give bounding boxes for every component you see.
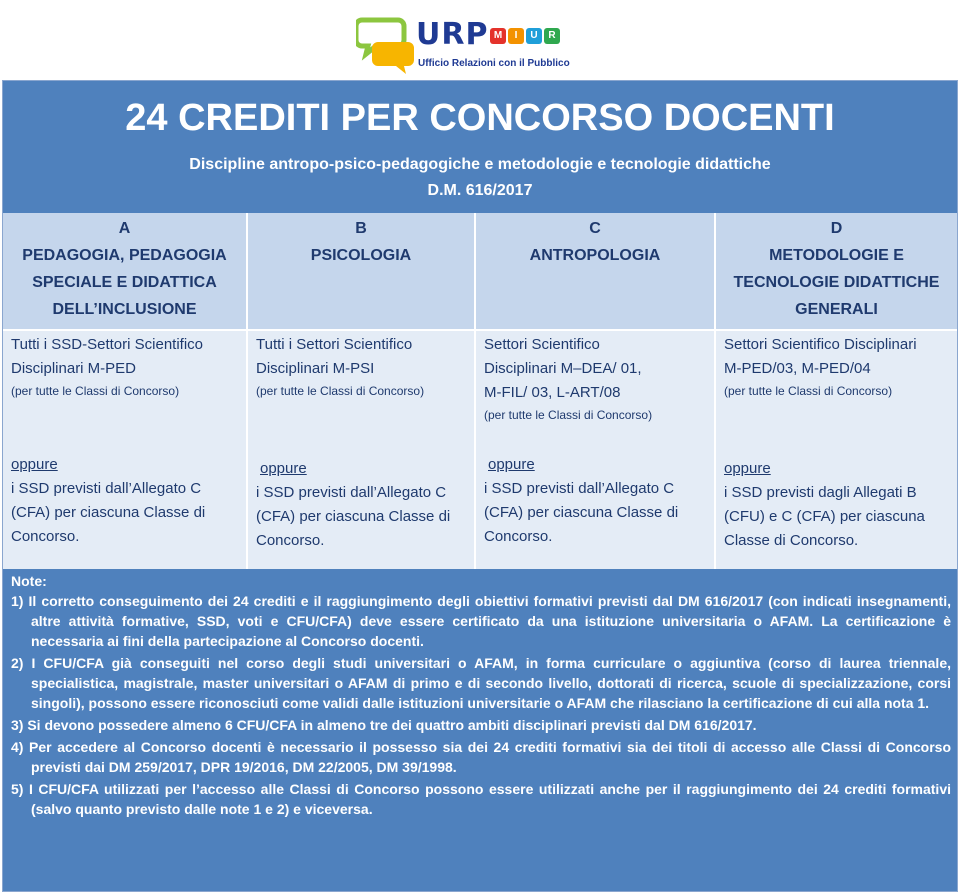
alt-line: (CFA) per ciascuna Classe di xyxy=(256,508,451,525)
sectors-line: M-PED/03, M-PED/04 xyxy=(724,360,871,377)
sectors-line: Disciplinari M–DEA/ 01, xyxy=(484,360,642,377)
column-heading-line: ANTROPOLOGIA xyxy=(529,247,661,264)
column-a xyxy=(3,213,248,569)
column-heading-line: TECNOLOGIE DIDATTICHE xyxy=(733,274,940,291)
sectors-line: Tutti i SSD-Settori Scientifico xyxy=(11,336,204,353)
alt-line: Concorso. xyxy=(484,528,553,545)
classes-note: (per tutte le Classi di Concorso) xyxy=(256,384,425,398)
alt-line: (CFA) per ciascuna Classe di xyxy=(11,504,206,521)
column-heading-line: SPECIALE E DIDATTICA xyxy=(32,274,217,291)
logo-letter-i: I xyxy=(508,28,524,44)
decree-reference: D.M. 616/2017 xyxy=(427,182,533,199)
note-item: 3) Si devono possedere almeno 6 CFU/CFA in almeno tre dei quattro ambiti disciplinari previsti dal DM 616/2017. xyxy=(11,717,757,733)
alternative-block xyxy=(724,457,951,553)
column-letter: C xyxy=(589,220,601,237)
alt-line: Classe di Concorso. xyxy=(724,532,859,549)
sectors-line: Settori Scientifico xyxy=(484,336,600,353)
column-body xyxy=(248,331,474,569)
alt-line: Concorso. xyxy=(11,528,80,545)
alt-line: i SSD previsti dall’Allegato C xyxy=(11,480,202,497)
note-item: 1) Il corretto conseguimento dei 24 crediti e il raggiungimento degli obiettivi formativi previsti dal DM 616/2017 (con indicati insegnamenti, altre attività formative, SSD, voti e CFU/CFA) deve essere certificato da una istituzione universitaria o AFAM. La certificazione è necessaria ai fini della partecipazione al Concorso docenti. xyxy=(11,593,951,649)
sectors-line: M-FIL/ 03, L-ART/08 xyxy=(484,384,621,401)
notes-title: Note: xyxy=(11,573,47,589)
logo-subtitle: Ufficio Relazioni con il Pubblico xyxy=(418,58,570,69)
column-letter: A xyxy=(118,220,131,237)
classes-note: (per tutte le Classi di Concorso) xyxy=(11,384,180,398)
alt-line: i SSD previsti dagli Allegati B xyxy=(724,484,917,501)
alternative-block xyxy=(11,453,240,549)
column-c xyxy=(476,213,716,569)
notes-section xyxy=(3,569,957,891)
alt-line: (CFA) per ciascuna Classe di xyxy=(484,504,679,521)
alternative-block xyxy=(256,457,468,553)
logo-letter-u: U xyxy=(526,28,542,44)
column-letter: B xyxy=(355,220,367,237)
infographic-frame xyxy=(2,80,958,892)
column-body xyxy=(3,331,246,569)
column-heading-line: GENERALI xyxy=(795,301,878,318)
urp-miur-logo xyxy=(356,14,606,76)
column-body xyxy=(476,331,714,569)
page-title: 24 CREDITI PER CONCORSO DOCENTI xyxy=(125,97,835,139)
miur-letters xyxy=(490,28,560,44)
column-header xyxy=(476,213,714,331)
classes-note: (per tutte le Classi di Concorso) xyxy=(724,384,893,398)
column-heading-line: METODOLOGIE E xyxy=(769,247,904,264)
sectors-line: Disciplinari M-PSI xyxy=(256,360,375,377)
oppure-label: oppure xyxy=(488,456,535,473)
sectors-line: Settori Scientifico Disciplinari xyxy=(724,336,917,353)
column-heading-line: PEDAGOGIA, PEDAGOGIA xyxy=(22,247,227,264)
column-body xyxy=(716,331,957,569)
note-item: 2) I CFU/CFA già conseguiti nel corso degli studi universitari o AFAM, in forma curriculare o aggiuntiva (corso di laurea triennale, specialistica, magistrale, master universitari o AFAM di primo e di secondo livello, dottorati di ricerca, scuole di specializzazione, corsi singoli), possono essere riconosciuti come validi dalle istituzioni universitarie o AFAM che rilasciano la certificazione di cui alla nota 1. xyxy=(11,655,951,711)
alt-line: i SSD previsti dall’Allegato C xyxy=(484,480,675,497)
note-item: 5) I CFU/CFA utilizzati per l’accesso alle Classi di Concorso possono essere utilizzati anche per il raggiungimento dei 24 crediti formativi (salvo quanto previsto dalle note 1 e 2) e viceversa. xyxy=(11,781,951,817)
alt-line: i SSD previsti dall’Allegato C xyxy=(256,484,447,501)
logo-title: URP xyxy=(416,17,489,52)
column-header xyxy=(3,213,246,331)
disciplines-table xyxy=(3,213,957,569)
logo-letter-r: R xyxy=(544,28,560,44)
page-subtitle: Discipline antropo-psico-pedagogiche e metodologie e tecnologie didattiche xyxy=(189,156,771,173)
oppure-label: oppure xyxy=(260,460,307,477)
column-header xyxy=(248,213,474,331)
sectors-line: Disciplinari M-PED xyxy=(11,360,137,377)
column-d xyxy=(716,213,957,569)
oppure-label: oppure xyxy=(11,456,58,473)
column-b xyxy=(248,213,476,569)
classes-note: (per tutte le Classi di Concorso) xyxy=(484,408,653,422)
speech-bubbles-icon xyxy=(356,14,416,76)
alternative-block xyxy=(484,453,708,549)
column-heading-line: PSICOLOGIA xyxy=(310,247,412,264)
note-item: 4) Per accedere al Concorso docenti è necessario il possesso sia dei 24 crediti formativi sia dei titoli di accesso alle Classi di Concorso previsti dai DM 259/2017, DPR 19/2016, DM 22/2005, DM 39/1998. xyxy=(11,739,951,775)
column-heading-line: DELL’INCLUSIONE xyxy=(52,301,197,318)
sectors-line: Tutti i Settori Scientifico xyxy=(256,336,413,353)
logo-letter-m: M xyxy=(490,28,506,44)
alt-line: Concorso. xyxy=(256,532,325,549)
alt-line: (CFU) e C (CFA) per ciascuna xyxy=(724,508,925,525)
column-header xyxy=(716,213,957,331)
oppure-label: oppure xyxy=(724,460,771,477)
header-banner xyxy=(3,81,957,213)
column-letter: D xyxy=(830,220,843,237)
